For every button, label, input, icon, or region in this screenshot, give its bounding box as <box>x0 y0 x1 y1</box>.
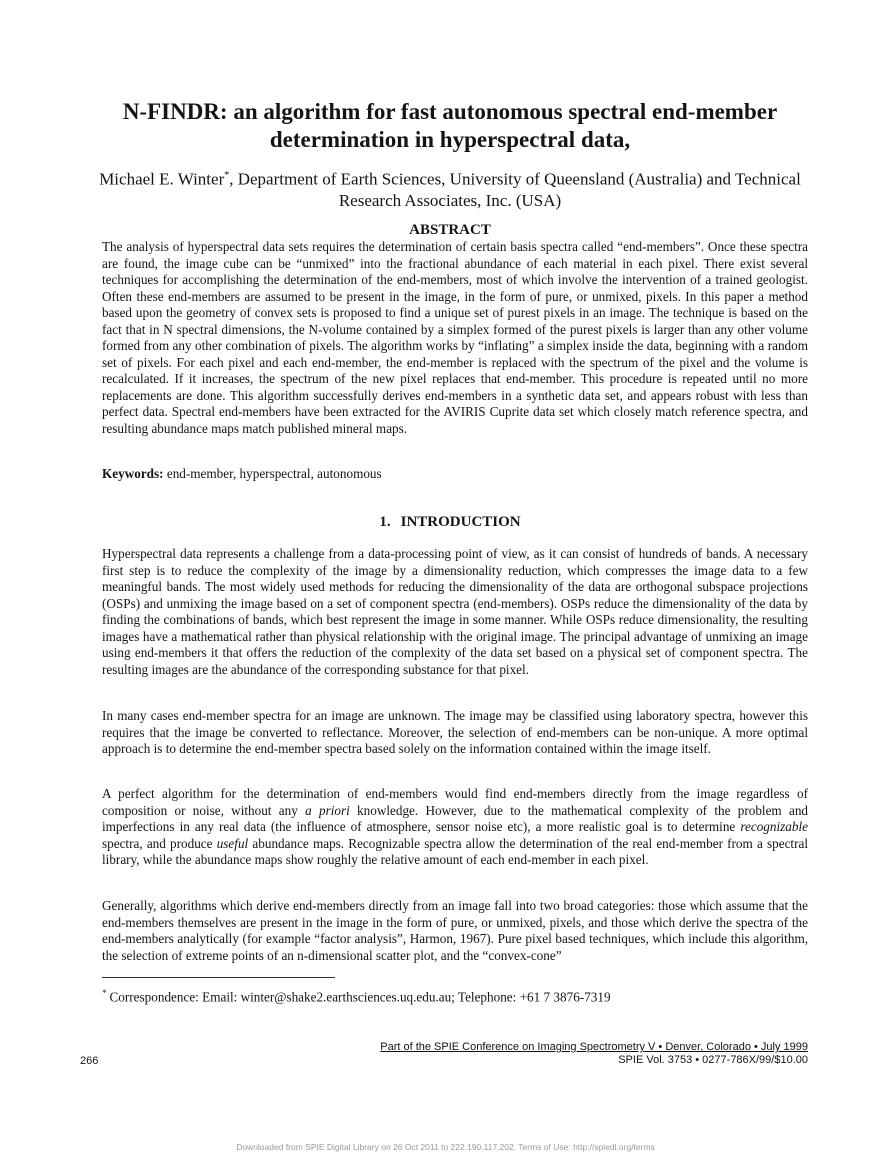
p3-italic-a-priori: a priori <box>305 802 350 818</box>
intro-paragraph-2: In many cases end-member spectra for an image are unknown. The image may be classified using laboratory spectra, however this requires that the image be converted to reflectance. Moreover, the selection of end-members can be non-unique. A more optimal approach is to determine the end-member spectra based solely on the information contained within the image itself. <box>102 708 808 757</box>
paper-title <box>80 98 820 154</box>
intro-paragraph-1: Hyperspectral data represents a challenge from a data-processing point of view, as it can consist of hundreds of bands. A necessary first step is to reduce the complexity of the image by a dimensionality reduction, which compresses the image data to a few meaningful bands. The most widely used methods for reducing the dimensionality of the data are orthogonal subspace projections (OSPs) and unmixing the image based on a set of component spectra (end-members). OSPs reduce the dimensionality of the data by finding the combinations of bands, which best represent the image in some manner. While OSPs reduce dimensionality, the resulting images have a mathematical rather than physical relationship with the original image. The principal advantage of unmixing an image using end-members it that offers the reduction of the complexity of the data set based on a physical set of component spectra. The resulting images are the abundance of the corresponding substance for that pixel. <box>102 546 808 677</box>
conference-footer <box>300 1041 808 1067</box>
author-name: Michael E. Winter <box>99 169 225 189</box>
p3-text-c: knowledge. However, due to the mathematical complexity of the problem and imperfections in any real data (the influence of atmosphere, sensor noise etc), a more realistic goal is to determine <box>102 802 809 835</box>
title-line-1: N-FINDR: an algorithm for fast autonomous spectral end-member <box>122 99 778 124</box>
footnote-mark: * <box>102 988 107 998</box>
volume-line: SPIE Vol. 3753 • 0277-786X/99/$10.00 <box>618 1054 808 1066</box>
author-footnote-mark: * <box>224 170 230 181</box>
page-number: 266 <box>80 1055 99 1067</box>
p3-italic-useful: useful <box>216 835 249 851</box>
p3-text-a: A perfect algorithm for the determination of end-members would find end-members directly from the image regardless of composition or noise, without any <box>102 786 808 818</box>
title-line-2: determination in hyperspectral data, <box>269 127 631 152</box>
affiliation-text: , Department of Earth Sciences, University of Queensland (Australia) and Technical <box>229 169 801 189</box>
keywords-line <box>102 466 808 483</box>
conference-line: Part of the SPIE Conference on Imaging Spectrometry V • Denver, Colorado • July 1999 <box>380 1041 808 1053</box>
affiliation-line-2: Research Associates, Inc. (USA) <box>338 190 562 210</box>
section-number: 1. <box>379 514 391 530</box>
footnote <box>102 985 808 1005</box>
p3-text-g: abundance maps. Recognizable spectra allow the determination of the real end-member from a spectral library, while the abundance maps show roughly the relative amount of each end-member in each pixel. <box>102 835 809 868</box>
section-title: INTRODUCTION <box>400 514 521 530</box>
p3-text-e: spectra, and produce <box>102 835 217 851</box>
keywords-label: Keywords: <box>102 466 164 481</box>
download-notice: Downloaded from SPIE Digital Library on 26 Oct 2011 to 222.190.117.202. Terms of Use: http://spiedl.org/terms <box>236 1142 655 1152</box>
p3-italic-recognizable: recognizable <box>740 819 808 835</box>
footnote-divider <box>102 977 335 978</box>
intro-paragraph-3 <box>102 786 808 869</box>
abstract-heading: ABSTRACT <box>409 222 491 238</box>
keywords-value: end-member, hyperspectral, autonomous <box>166 466 382 481</box>
intro-paragraph-4: Generally, algorithms which derive end-members directly from an image fall into two broad categories: those which assume that the end-members themselves are present in the image in the form of pure, or unmixed, pixels, and those which derive the spectra of the end-members analytically (for example “factor analysis”, Harmon, 1967). Pure pixel based techniques, which include this algorithm, the selection of extreme points of an n-dimensional scatter plot, and the “convex-cone” <box>102 898 808 963</box>
abstract-text: The analysis of hyperspectral data sets requires the determination of certain basis spectra called “end-members”. Once these spectra are found, the image cube can be “unmixed” into the fractional abundance of each material in each pixel. There exist several techniques for accomplishing the determination of the end-members, most of which involve the intervention of a trained geologist. Often these end-members are assumed to be present in the image, in the form of pure, or unmixed, pixels. In this paper a method based upon the geometry of convex sets is proposed to find a unique set of purest pixels in an image. The technique is based on the fact that in N spectral dimensions, the N-volume contained by a simplex formed of the purest pixels is larger than any other volume formed from any other combination of pixels. The algorithm works by “inflating” a simplex inside the data, beginning with a random set of pixels. For each pixel and each end-member, the end-member is replaced with the spectrum of the pixel and the volume is recalculated. If it increases, the spectrum of the new pixel replaces that end-member. This procedure is repeated until no more replacements are done. This algorithm successfully derives end-members in a synthetic data set, and appears robust with less than perfect data. Spectral end-members have been extracted for the AVIRIS Cuprite data set which closely match reference spectra, and resulting abundance maps match published mineral maps. <box>102 239 808 437</box>
author-block <box>80 165 820 211</box>
footnote-text: Correspondence: Email: winter@shake2.earthsciences.uq.edu.au; Telephone: +61 7 3876-7319 <box>109 989 611 1005</box>
author-line-1 <box>80 165 820 190</box>
section-heading-introduction <box>80 513 820 531</box>
